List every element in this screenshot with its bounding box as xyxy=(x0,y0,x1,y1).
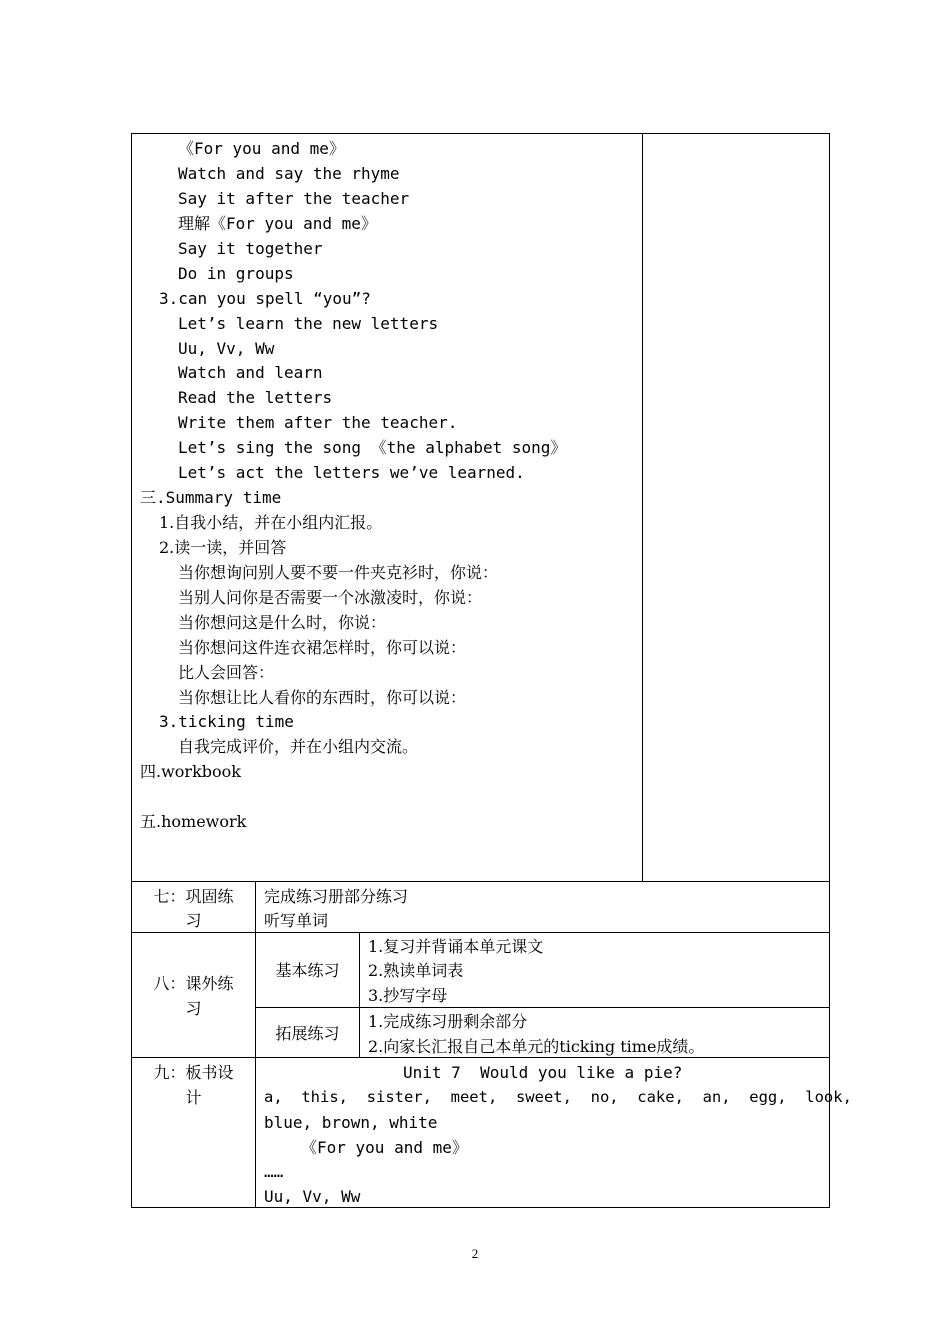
basic-practice-label: 基本练习 xyxy=(275,961,340,980)
board-design-label: 九：板书设 xyxy=(153,1063,234,1082)
basic-practice-item: 2.熟读单词表 xyxy=(368,961,464,980)
step-line: Uu, Vv, Ww xyxy=(178,339,275,358)
step-line: Watch and say the rhyme xyxy=(178,164,400,183)
step-line: 自我完成评价，并在小组内交流。 xyxy=(178,737,419,756)
consolidation-content: 完成练习册部分练习 xyxy=(264,887,409,906)
step-line: 理解《For you and me》 xyxy=(178,214,377,233)
step-line: Read the letters xyxy=(178,388,333,407)
step-line: Write them after the teacher. xyxy=(178,413,458,432)
board-rhyme: 《For you and me》 xyxy=(301,1138,468,1157)
page-number: 2 xyxy=(471,1246,479,1261)
extracurricular-label: 八：课外练 xyxy=(153,974,234,993)
section-heading: 四.workbook xyxy=(140,762,241,781)
step-line: Watch and learn xyxy=(178,363,323,382)
step-line: 《For you and me》 xyxy=(178,139,345,158)
extended-practice-item: 1.完成练习册剩余部分 xyxy=(368,1012,528,1031)
board-words: a, this, sister, meet, sweet, no, cake, an, egg, look, xyxy=(264,1088,852,1106)
step-line: 2.读一读，并回答 xyxy=(159,538,287,557)
consolidation-content: 听写单词 xyxy=(264,911,329,930)
board-words: blue, brown, white xyxy=(264,1113,438,1132)
basic-practice-item: 3.抄写字母 xyxy=(368,986,448,1005)
step-line: Let’s learn the new letters xyxy=(178,314,439,333)
consolidation-label: 七：巩固练 xyxy=(153,887,234,906)
step-line: Do in groups xyxy=(178,264,294,283)
step-line: Let’s sing the song 《the alphabet song》 xyxy=(178,438,567,457)
step-line: 当你想问这是什么时，你说： xyxy=(178,613,387,632)
step-line: 比人会回答： xyxy=(178,663,275,682)
step-line: 3.can you spell “you”? xyxy=(159,289,371,308)
step-line: Say it after the teacher xyxy=(178,189,410,208)
step-line: 当别人问你是否需要一个冰激凌时，你说： xyxy=(178,588,483,607)
step-line: 3.ticking time xyxy=(159,712,294,731)
step-line: Say it together xyxy=(178,239,323,258)
step-line: 当你想让比人看你的东西时，你可以说： xyxy=(178,688,467,707)
board-design-label: 计 xyxy=(185,1088,202,1107)
step-line: 1.自我小结，并在小组内汇报。 xyxy=(159,513,383,532)
consolidation-label: 习 xyxy=(185,911,202,930)
step-line: Let’s act the letters we’ve learned. xyxy=(178,463,525,482)
step-line: 当你想询问别人要不要一件夹克衫时，你说： xyxy=(178,563,499,582)
board-title: Unit 7 Would you like a pie? xyxy=(403,1063,683,1082)
extended-practice-item: 2.向家长汇报自己本单元的ticking time成绩。 xyxy=(368,1037,705,1056)
section-heading: 三.Summary time xyxy=(140,488,282,507)
extracurricular-label: 习 xyxy=(185,999,202,1018)
step-line: 当你想问这件连衣裙怎样时，你可以说： xyxy=(178,638,467,657)
basic-practice-item: 1.复习并背诵本单元课文 xyxy=(368,937,544,956)
board-ellipsis: …… xyxy=(264,1162,284,1181)
extended-practice-label: 拓展练习 xyxy=(275,1024,340,1043)
section-heading: 五.homework xyxy=(140,812,247,831)
notes-cell xyxy=(642,133,830,882)
board-letters: Uu, Vv, Ww xyxy=(264,1187,361,1206)
